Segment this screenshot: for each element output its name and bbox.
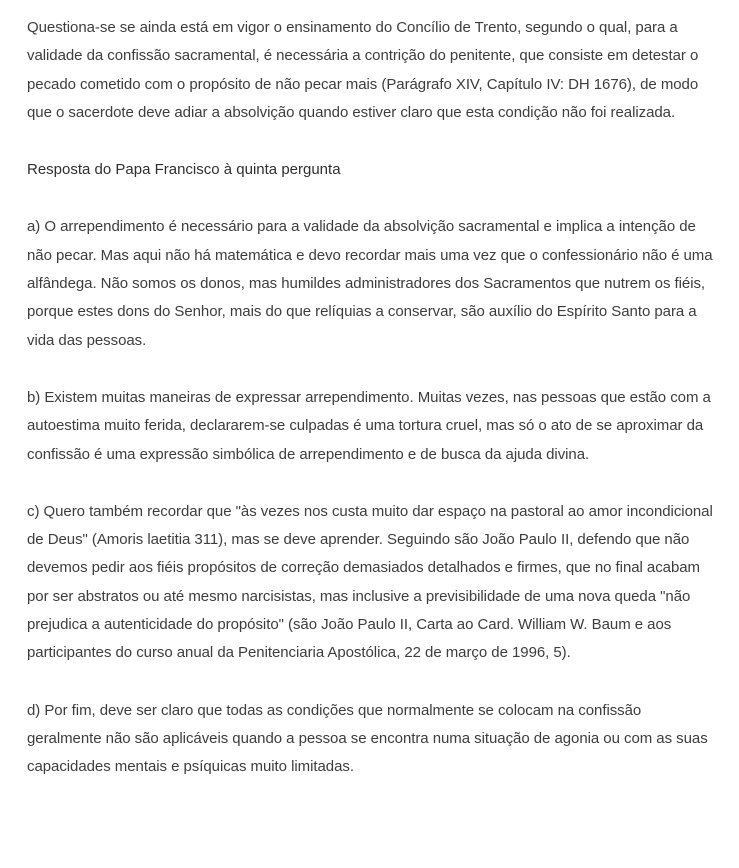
intro-paragraph: Questiona-se se ainda está em vigor o ensinamento do Concílio de Trento, segundo o qual, para a validade da confissão sacramental, é necessária a contrição do penitente, que consiste em detestar o pecado cometido com o propósito de não pecar mais (Parágrafo XIV, Capítulo IV: DH 1676), de modo que o sacerdote deve adiar a absolvição quando estiver claro que esta condição não foi realizada. <box>27 19 699 121</box>
paragraph-spacer <box>27 127 715 156</box>
paragraph-spacer <box>27 469 715 498</box>
section-heading: Resposta do Papa Francisco à quinta pergunta <box>27 161 341 179</box>
paragraph-spacer <box>27 184 715 213</box>
answer-b-paragraph: b) Existem muitas maneiras de expressar arrependimento. Muitas vezes, nas pessoas que estão com a autoestima muito ferida, declararem-se culpadas é uma tortura cruel, mas só o ato de se aproximar da confissão é uma expressão simbólica de arrependimento e de busca da ajuda divina. <box>27 388 711 463</box>
answer-a-paragraph: a) O arrependimento é necessário para a validade da absolvição sacramental e implica a intenção de não pecar. Mas aqui não há matemática e devo recordar mais uma vez que o confessionário não é uma alfândega. Não somos os donos, mas humildes administradores dos Sacramentos que nutrem os fiéis, porque estes dons do Senhor, mais do que relíquias a conservar, são auxílio do Espírito Santo para a vida das pessoas. <box>27 218 713 349</box>
paragraph-spacer <box>27 668 715 697</box>
paragraph-spacer <box>27 355 715 384</box>
answer-d-paragraph: d) Por fim, deve ser claro que todas as condições que normalmente se colocam na confissão geralmente não são aplicáveis quando a pessoa se encontra numa situação de agonia ou com as suas capacidades mentais e psíquicas muito limitadas. <box>27 701 708 776</box>
answer-c-paragraph: c) Quero também recordar que "às vezes nos custa muito dar espaço na pastoral ao amor incondicional de Deus" (Amoris laetitia 311), mas se deve aprender. Seguindo são João Paulo II, defendo que não devemos pedir aos fiéis propósitos de correção demasiados detalhados e firmes, que no final acabam por ser abstratos ou até mesmo narcisistas, mas inclusive a previsibilidade de uma nova queda "não prejudica a autenticidade do propósito" (são João Paulo II, Carta ao Card. William W. Baum e aos participantes do curso anual da Penitenciaria Apostólica, 22 de março de 1996, 5). <box>27 502 713 662</box>
